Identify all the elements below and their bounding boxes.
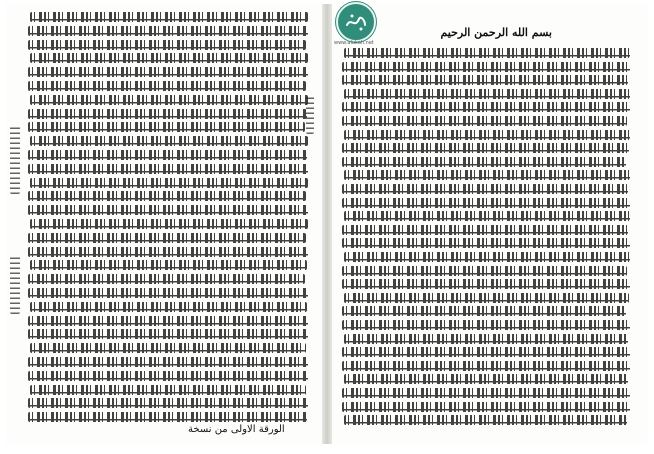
margin-annotation: [10, 124, 20, 194]
manuscript-line: [30, 136, 308, 146]
manuscript-line: [342, 238, 630, 248]
manuscript-line: [342, 184, 628, 194]
manuscript-line: [344, 252, 630, 262]
manuscript-line: [28, 371, 308, 381]
manuscript-line: [28, 150, 307, 160]
manuscript-line: [28, 288, 308, 298]
manuscript-line: [30, 178, 308, 188]
manuscript-spread: [6, 4, 648, 444]
manuscript-line: [30, 302, 307, 312]
manuscript-line: [28, 109, 307, 119]
manuscript-line: [344, 89, 630, 99]
manuscript-line: [342, 157, 626, 167]
manuscript-line: [342, 320, 630, 330]
manuscript-line: [342, 388, 630, 398]
margin-annotation: [10, 254, 20, 314]
left-page: [6, 4, 322, 444]
manuscript-line: [28, 316, 308, 326]
manuscript-line: [342, 279, 630, 289]
manuscript-line: [342, 143, 629, 153]
manuscript-line: [342, 225, 628, 235]
watermark-url: www.alukah.net: [334, 40, 374, 46]
manuscript-line: [344, 374, 628, 384]
margin-annotation: [306, 94, 314, 134]
manuscript-line: [344, 211, 630, 221]
manuscript-line: [28, 191, 306, 201]
manuscript-line: [342, 198, 630, 208]
manuscript-line: [28, 247, 308, 257]
manuscript-line: [342, 347, 630, 357]
manuscript-line: [28, 412, 307, 422]
watermark-logo: [336, 2, 376, 42]
manuscript-line: [30, 219, 308, 229]
manuscript-line: [342, 62, 630, 72]
left-page-text-block: [6, 4, 322, 444]
page-gutter: [322, 4, 332, 444]
manuscript-line: [344, 170, 630, 180]
basmala-heading: بسم الله الرحمن الرحيم: [440, 26, 552, 39]
manuscript-line: [342, 266, 627, 276]
folio-caption: الورقة الاولى من نسخة: [188, 424, 285, 435]
manuscript-line: [28, 357, 308, 367]
manuscript-line: [342, 361, 630, 371]
manuscript-line: [344, 415, 627, 425]
manuscript-line: [30, 53, 308, 63]
manuscript-line: [344, 130, 630, 140]
manuscript-line: [30, 385, 306, 395]
manuscript-line: [28, 398, 308, 408]
right-page: [332, 4, 648, 444]
manuscript-line: [28, 274, 305, 284]
manuscript-line: [28, 81, 306, 91]
manuscript-line: [342, 102, 630, 112]
manuscript-line: [344, 293, 629, 303]
right-page-text-block: [332, 4, 648, 444]
logo-calligraphy-icon: [341, 7, 371, 37]
manuscript-line: [28, 122, 305, 132]
manuscript-line: [30, 343, 306, 353]
manuscript-line: [28, 205, 308, 215]
manuscript-line: [28, 67, 308, 77]
manuscript-line: [30, 260, 307, 270]
manuscript-line: [28, 233, 306, 243]
manuscript-line: [344, 334, 628, 344]
manuscript-line: [30, 95, 308, 105]
manuscript-line: [28, 26, 308, 36]
manuscript-line: [344, 48, 630, 58]
manuscript-line: [342, 306, 626, 316]
manuscript-line: [28, 40, 306, 50]
manuscript-line: [342, 75, 628, 85]
manuscript-line: [28, 329, 308, 339]
manuscript-line: [342, 402, 630, 412]
manuscript-line: [28, 164, 308, 174]
manuscript-line: [342, 116, 627, 126]
manuscript-line: [30, 12, 308, 22]
